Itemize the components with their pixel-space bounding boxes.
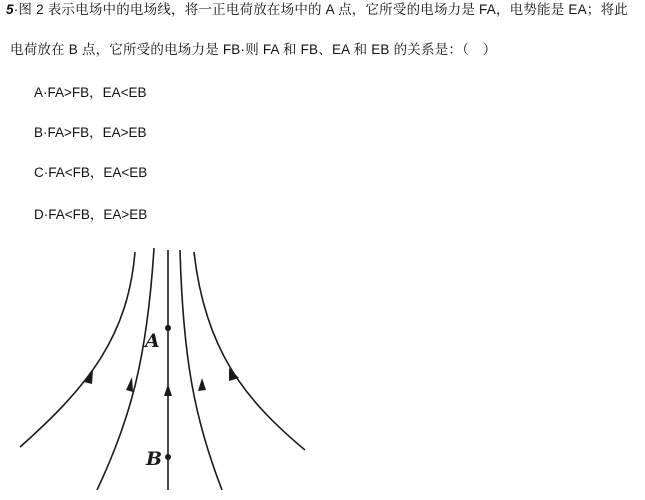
electric-field-figure bbox=[0, 240, 330, 495]
question-number: 5 bbox=[6, 2, 14, 17]
field-line-inner-right bbox=[180, 250, 222, 490]
option-d[interactable]: D·FA<FB，EA>EB bbox=[34, 207, 148, 222]
field-lines-diagram bbox=[0, 240, 330, 495]
arrow-inner-left bbox=[126, 377, 133, 392]
question-line-2: 电荷放在 B 点，它所受的电场力是 FB·则 FA 和 FB、EA 和 EB 的关系是：（ ） bbox=[10, 42, 497, 57]
option-a[interactable]: A·FA>FB，EA<EB bbox=[34, 85, 147, 100]
arrow-inner-right bbox=[198, 378, 206, 391]
point-a-dot bbox=[165, 325, 171, 331]
point-b-label: B bbox=[146, 448, 163, 470]
question-text-line-1: ·图 2 表示电场中的电场线，将一正电荷放在场中的 A 点，它所受的电场力是 FA，电势能是 EA；将此 bbox=[13, 2, 628, 17]
point-b-dot bbox=[165, 454, 171, 460]
point-a-label: A bbox=[145, 330, 160, 352]
arrow-center-upper bbox=[164, 384, 172, 396]
option-c[interactable]: C·FA<FB，EA<EB bbox=[34, 165, 148, 180]
field-line-outer-right bbox=[194, 252, 305, 450]
question-line-1 bbox=[6, 1, 628, 19]
option-b[interactable]: B·FA>FB，EA>EB bbox=[34, 125, 147, 140]
field-line-outer-left bbox=[20, 252, 135, 447]
arrow-outer-left bbox=[84, 370, 93, 384]
